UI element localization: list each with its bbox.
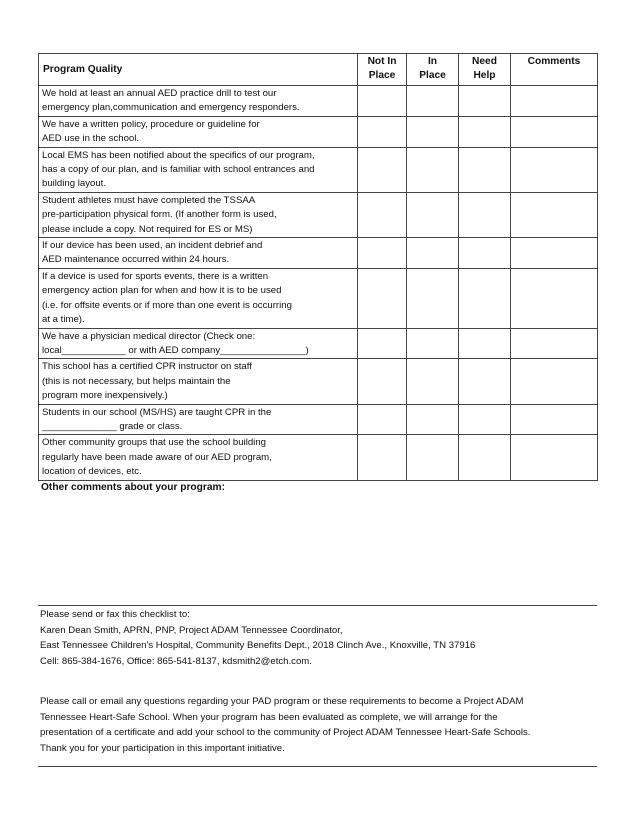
not-in-place-cell[interactable] — [358, 147, 407, 192]
table-row — [39, 192, 598, 237]
requirement-line: ______________ grade or class. — [42, 420, 183, 432]
header-in-place-line1: In — [427, 56, 438, 67]
requirement-line: please include a copy. Not required for ES or MS) — [42, 223, 253, 235]
table-row — [39, 404, 598, 435]
header-need-help-line2: Help — [473, 70, 496, 81]
not-in-place-cell[interactable] — [358, 238, 407, 269]
send-to-block — [40, 607, 475, 669]
requirement-line: local____________ or with AED company________________) — [42, 344, 309, 356]
comments-cell[interactable] — [511, 435, 598, 480]
requirement-line: If a device is used for sports events, there is a written — [42, 270, 269, 282]
requirement-line: emergency plan,communication and emergency responders. — [42, 102, 300, 114]
comments-cell[interactable] — [511, 268, 598, 328]
comments-cell[interactable] — [511, 359, 598, 404]
closing-line: presentation of a certificate and add your school to the community of Project ADAM Tennessee Heart-Safe Schools. — [40, 727, 531, 739]
requirement-line: This school has a certified CPR instructor on staff — [42, 361, 252, 373]
requirement-line: (i.e. for offsite events or if more than one event is occurring — [42, 299, 292, 311]
in-place-cell[interactable] — [407, 328, 459, 359]
bottom-rule — [38, 766, 597, 767]
not-in-place-cell[interactable] — [358, 116, 407, 147]
closing-line: Please call or email any questions regarding your PAD program or these requirements to become a Project ADAM — [40, 696, 524, 707]
requirement-line: regularly have been made aware of our AED program, — [42, 451, 272, 463]
table-row — [39, 268, 598, 328]
need-help-cell[interactable] — [459, 116, 511, 147]
header-need-help-line1: Need — [472, 56, 497, 67]
in-place-cell[interactable] — [407, 238, 459, 269]
row-requirement — [39, 192, 358, 237]
table-row — [39, 238, 598, 269]
header-comments: Comments — [511, 54, 598, 86]
header-not-in-place-line2: Place — [368, 70, 396, 81]
not-in-place-cell[interactable] — [358, 359, 407, 404]
closing-line: Tennessee Heart-Safe School. When your program has been evaluated as complete, we will arrange for the — [40, 711, 498, 723]
in-place-cell[interactable] — [407, 86, 459, 117]
not-in-place-cell[interactable] — [358, 404, 407, 435]
header-not-in-place — [358, 54, 407, 86]
requirement-line: AED maintenance occurred within 24 hours. — [42, 254, 230, 266]
need-help-cell[interactable] — [459, 435, 511, 480]
in-place-cell[interactable] — [407, 268, 459, 328]
row-requirement — [39, 404, 358, 435]
header-need-help — [459, 54, 511, 86]
requirement-line: Local EMS has been notified about the specifics of our program, — [42, 149, 315, 161]
program-quality-table — [38, 53, 598, 481]
table-row — [39, 147, 598, 192]
header-in-place — [407, 54, 459, 86]
row-requirement — [39, 116, 358, 147]
header-row — [39, 54, 598, 86]
in-place-cell[interactable] — [407, 147, 459, 192]
table-row — [39, 359, 598, 404]
requirement-line: building layout. — [42, 178, 107, 190]
header-not-in-place-line1: Not In — [367, 56, 397, 67]
requirement-line: If our device has been used, an incident debrief and — [42, 240, 263, 252]
comments-cell[interactable] — [511, 238, 598, 269]
comments-cell[interactable] — [511, 86, 598, 117]
comments-cell[interactable] — [511, 328, 598, 359]
closing-line: Thank you for your participation in this important initiative. — [40, 742, 285, 754]
row-requirement — [39, 268, 358, 328]
row-requirement — [39, 359, 358, 404]
requirement-line: AED use in the school. — [42, 133, 140, 145]
send-line: Karen Dean Smith, APRN, PNP, Project ADAM Tennessee Coordinator, — [40, 624, 343, 636]
requirement-line: emergency action plan for when and how it is to be used — [42, 285, 282, 297]
in-place-cell[interactable] — [407, 359, 459, 404]
send-line: East Tennessee Children's Hospital, Community Benefits Dept., 2018 Clinch Ave., Knoxville, TN 37916 — [40, 640, 476, 652]
not-in-place-cell[interactable] — [358, 192, 407, 237]
row-requirement — [39, 435, 358, 480]
requirement-line: has a copy of our plan, and is familiar with school entrances and — [42, 164, 315, 176]
requirement-line: pre-participation physical form. (If another form is used, — [42, 209, 277, 221]
comments-cell[interactable] — [511, 116, 598, 147]
comments-cell[interactable] — [511, 192, 598, 237]
in-place-cell[interactable] — [407, 116, 459, 147]
header-program-quality: Program Quality — [39, 54, 358, 86]
requirement-line: (this is not necessary, but helps maintain the — [42, 375, 231, 387]
table-row — [39, 435, 598, 480]
requirement-line: We hold at least an annual AED practice drill to test our — [42, 88, 277, 99]
row-requirement — [39, 86, 358, 117]
need-help-cell[interactable] — [459, 86, 511, 117]
checklist-sheet — [38, 53, 597, 606]
requirement-line: We have a physician medical director (Check one: — [42, 330, 256, 342]
not-in-place-cell[interactable] — [358, 435, 407, 480]
need-help-cell[interactable] — [459, 404, 511, 435]
not-in-place-cell[interactable] — [358, 328, 407, 359]
send-line: Please send or fax this checklist to: — [40, 609, 190, 620]
in-place-cell[interactable] — [407, 435, 459, 480]
table-row — [39, 86, 598, 117]
requirement-line: We have a written policy, procedure or guideline for — [42, 118, 260, 130]
row-requirement — [39, 147, 358, 192]
closing-block — [40, 694, 530, 756]
requirement-line: program more inexpensively.) — [42, 390, 168, 402]
comments-cell[interactable] — [511, 404, 598, 435]
row-requirement — [39, 238, 358, 269]
other-comments-label: Other comments about your program: — [41, 481, 225, 493]
send-line: Cell: 865-384-1676, Office: 865-541-8137, kdsmith2@etch.com. — [40, 655, 312, 667]
need-help-cell[interactable] — [459, 238, 511, 269]
comments-cell[interactable] — [511, 147, 598, 192]
not-in-place-cell[interactable] — [358, 86, 407, 117]
requirement-line: location of devices, etc. — [42, 466, 142, 478]
table-row — [39, 116, 598, 147]
requirement-line: at a time). — [42, 314, 85, 326]
in-place-cell[interactable] — [407, 404, 459, 435]
requirement-line: Students in our school (MS/HS) are taught CPR in the — [42, 406, 272, 418]
row-requirement — [39, 328, 358, 359]
need-help-cell[interactable] — [459, 359, 511, 404]
header-in-place-line2: Place — [419, 70, 446, 81]
other-comments-area[interactable] — [38, 481, 597, 606]
need-help-cell[interactable] — [459, 268, 511, 328]
not-in-place-cell[interactable] — [358, 268, 407, 328]
need-help-cell[interactable] — [459, 328, 511, 359]
table-row — [39, 328, 598, 359]
requirement-line: Other community groups that use the school building — [42, 437, 266, 449]
in-place-cell[interactable] — [407, 192, 459, 237]
requirement-line: Student athletes must have completed the TSSAA — [42, 194, 256, 206]
need-help-cell[interactable] — [459, 192, 511, 237]
need-help-cell[interactable] — [459, 147, 511, 192]
